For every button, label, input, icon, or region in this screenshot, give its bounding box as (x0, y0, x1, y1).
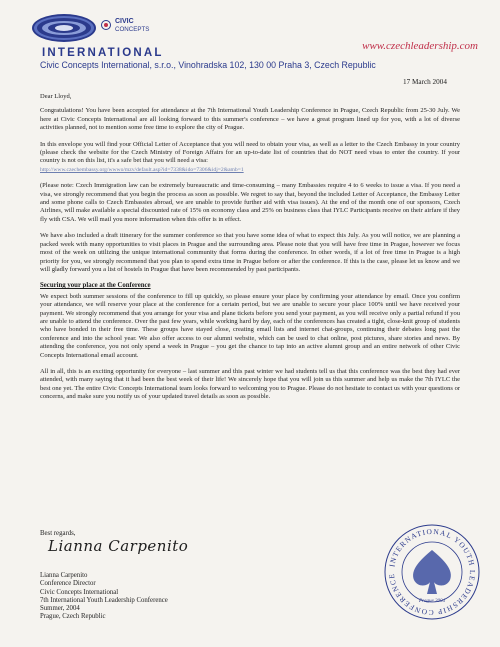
signer-organization: Civic Concepts International (40, 588, 119, 596)
paragraph-visa-text: In this envelope you will find your Official Letter of Acceptance that you will need to obtain your visa, as well as a letter to the Czech Embassy in your country (please check the website for the Czech Ministry of Foreign Affairs for an up-to-date list of countries that do NOT need visas to enter the country. If your country is not on this list, it's a safe bet that you will need a visa: (40, 140, 460, 165)
civic-concepts-logo (30, 6, 150, 52)
salutation: Dear Lloyd, (40, 93, 72, 100)
logo-line1: CIVIC (115, 18, 134, 25)
letter-date: 17 March 2004 (403, 78, 447, 86)
conference-seal-stamp (382, 522, 482, 622)
paragraph-acceptance: Congratulations! You have been accepted for attendance at the 7th International Youth Leadership Conference in Prague, Czech Republic from 25-30 July. We here at Civic Concepts International are all looking forward to this summer's conference – we have a great program lined up for you, with a lot of diverse activities planned, not to mention some free time to explore the city of Prague. (40, 107, 460, 132)
signer-event: 7th International Youth Leadership Conference (40, 596, 168, 604)
letterhead (30, 6, 490, 68)
closing-phrase: Best regards, (40, 530, 76, 537)
website-url[interactable]: www.czechleadership.com (362, 40, 478, 52)
signature-block (40, 530, 300, 621)
logo-line2: CONCEPTS (115, 26, 150, 33)
signer-name: Lianna Carpenito (40, 572, 88, 580)
signer-title: Conference Director (40, 580, 96, 588)
seal-ring-text: INTERNATIONAL YOUTH LEADERSHIP CONFERENCE (386, 526, 478, 618)
paragraph-closing: All in all, this is an exciting opportunity for everyone – last summer and this past winter we had students tell us that this conference was the best they had ever attended, with many saying that it had been the best week of their life! We sincerely hope that you will join us this summer and help us make the 7th IYLC the best one yet. The entire Civic Concepts International team looks forward to welcoming you to Prague. Please do not hesitate to contact us with your questions or concerns, and make sure you notify us of your updated travel details as soon as possible. (40, 367, 460, 401)
seal-center-text: Prague 2004 (419, 599, 445, 604)
paragraph-visa-note: (Please note: Czech Immigration law can be extremely bureaucratic and time-consuming – many Embassies require 4 to 6 weeks to issue a visa. If you need a visa, we strongly recommend that you begin the process as soon as possible. We regret to say that, beyond the included Letter of Acceptance, the Embassy Letter and some phone calls to Czech Embassies abroad, we are unable to provide further aid with visa issues). At the end of the month one of our sponsors, Czech Airlines, will make available a special discounted rate of 15% on economy class and 25% on business class that IYLC Participants receive on their airfare if they fly with CSA. We will mail you more information when this offer is in effect. (40, 182, 460, 223)
paragraph-itinerary: We have also included a draft itinerary for the summer conference so that you have some idea of what to expect this July. As you will notice, we are planning a packed week with many opportunities to visit places in Prague and the surrounding area. Please note that you will have free time in Prague, however we focus most of the week on utilizing the unique international community that forms during the conference. In other words, if a lot of free time in Prague is a high priority for you, we strongly recommend that you plan to spend extra time in Prague before or after the conference. If this is the case, please let us know and we will gladly forward you a list of hostels in Prague that have been recommended by past participants. (40, 232, 460, 273)
handwritten-signature: Lianna Carpenito (48, 537, 189, 556)
paragraph-visa (40, 141, 460, 175)
company-address: Civic Concepts International, s.r.o., Vinohradska 102, 130 00 Praha 3, Czech Republic (40, 60, 376, 70)
section-heading: Securing your place at the Conference (40, 282, 151, 290)
letter-body (40, 93, 460, 410)
signer-date: Summer, 2004 (40, 605, 80, 613)
brand-name: INTERNATIONAL (42, 47, 164, 59)
signer-city: Prague, Czech Republic (40, 613, 106, 621)
embassy-link[interactable]: http://www.czechembassy.org/wwwo/mzv/default.asp?id=7338&ido=7306&idj=2&amb=1 (40, 166, 244, 173)
paragraph-securing-place: We expect both summer sessions of the conference to fill up quickly, so please ensure your place by confirming your attendance by email. Once you confirm your attendance, we will reserve your place at the conference for a certain period, but we are unable to secure your place 100% until we have received your payment. We strongly recommend that you arrange for your visa and plane tickets before you send your payment, as you will receive only a partial refund if you are unable to attend the conference. Over the past few years, while working hard by day, each of the conferences has created a tight, close-knit group of students who have bonded in their free time. These groups have stayed close, creating email lists and internet chat-groups, continuing their debates long past the conference and into the school year. We also offer access to our alumni website, which can be used to chat online, post pictures, share stories and news. By attending the conference, you not only spend a week in Prague – you get the chance to tap into an active alumni group and an entire network of other Civic Concepts International email account. (40, 292, 460, 359)
